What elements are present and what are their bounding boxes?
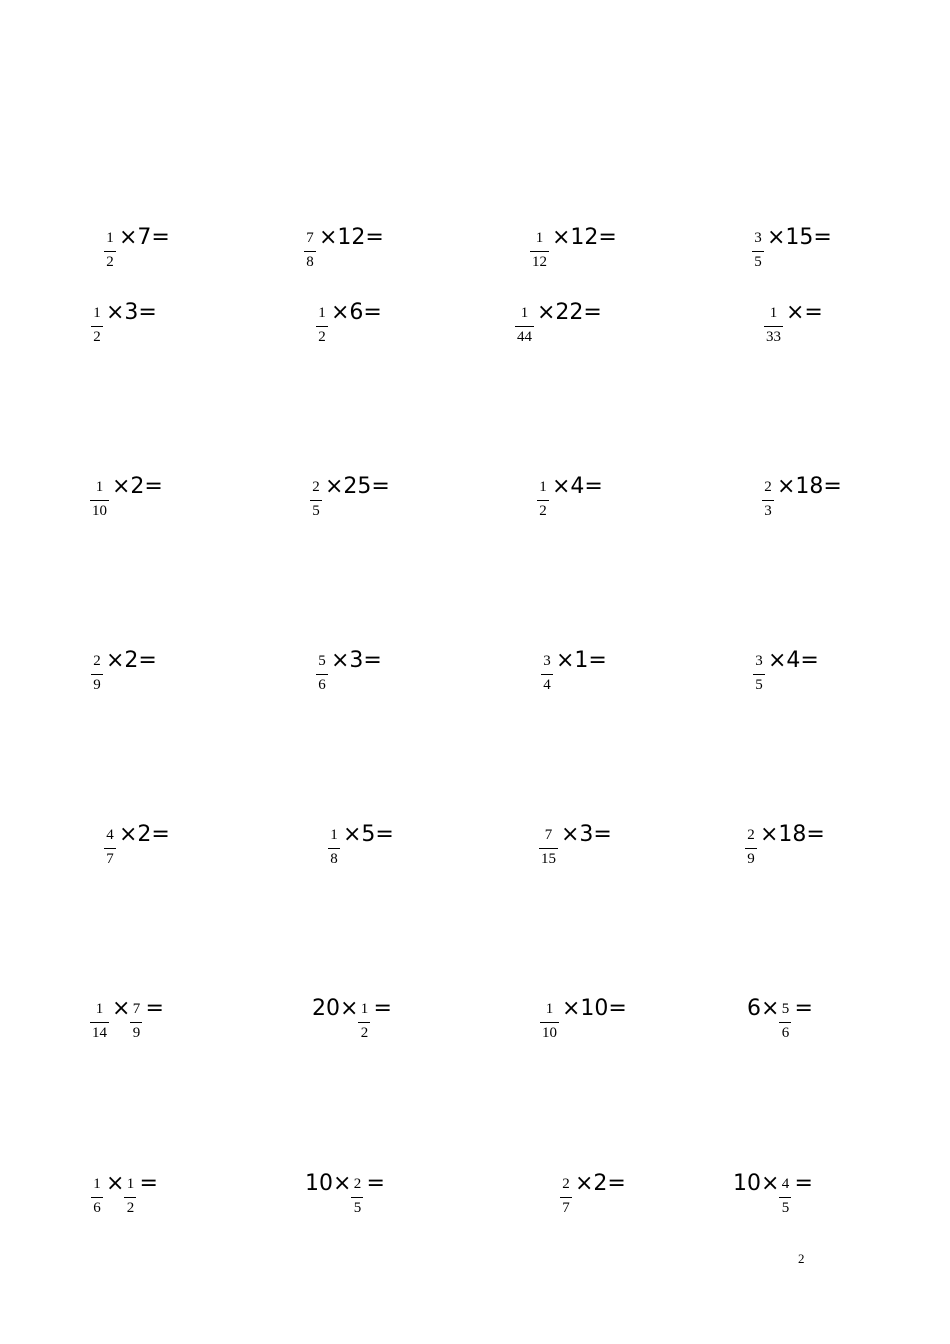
problem [537, 473, 603, 520]
problem [305, 1170, 385, 1217]
operator-text: × [106, 1170, 125, 1196]
fraction-denominator: 6 [93, 1200, 101, 1216]
operator-text: ×1= [556, 647, 607, 673]
fraction-numerator: 1 [93, 1176, 101, 1192]
fraction-denominator: 2 [126, 1200, 135, 1216]
fraction-numerator: 2 [764, 479, 772, 495]
fraction [124, 1176, 136, 1217]
fraction-bar [124, 1197, 136, 1198]
fraction [779, 1176, 791, 1217]
fraction-bar [515, 326, 534, 327]
fraction [304, 230, 316, 271]
fraction-bar [752, 251, 764, 252]
operator-text: × [112, 995, 131, 1021]
fraction-numerator: 5 [318, 653, 326, 669]
operator-text: ×2= [575, 1170, 626, 1196]
fraction-bar [91, 1197, 103, 1198]
operator-text: 20× [312, 995, 359, 1021]
operator-text: ×6= [331, 299, 382, 325]
fraction-bar [316, 674, 328, 675]
fraction-denominator: 9 [132, 1025, 141, 1041]
operator-text: = [366, 1170, 385, 1196]
operator-text: ×15= [767, 224, 832, 250]
fraction-bar [753, 674, 765, 675]
fraction-numerator: 1 [318, 305, 326, 321]
fraction-numerator: 1 [769, 305, 778, 321]
problem [541, 647, 607, 694]
fraction-numerator: 1 [535, 230, 544, 246]
fraction-numerator: 1 [330, 827, 338, 843]
fraction-bar [540, 1022, 559, 1023]
fraction-numerator: 1 [360, 1001, 369, 1017]
problem [539, 821, 612, 868]
fraction-denominator: 14 [92, 1025, 107, 1041]
fraction [91, 653, 103, 694]
problem [328, 821, 394, 868]
fraction-bar [91, 326, 103, 327]
fraction-numerator: 3 [755, 653, 763, 669]
operator-text: ×25= [325, 473, 390, 499]
operator-text: ×22= [537, 299, 602, 325]
problem [752, 224, 832, 271]
fraction-numerator: 2 [353, 1176, 362, 1192]
fraction-bar [90, 1022, 109, 1023]
fraction-denominator: 7 [562, 1200, 570, 1216]
problem [316, 299, 382, 346]
fraction-bar [310, 500, 322, 501]
fraction-denominator: 12 [532, 254, 547, 270]
operator-text: ×4= [552, 473, 603, 499]
fraction-numerator: 1 [520, 305, 529, 321]
fraction-denominator: 9 [747, 851, 755, 867]
problem [762, 473, 842, 520]
problem [104, 224, 170, 271]
operator-text: ×5= [343, 821, 394, 847]
fraction-denominator: 8 [306, 254, 314, 270]
fraction-numerator: 2 [312, 479, 320, 495]
problem [91, 299, 157, 346]
problem [91, 1170, 158, 1217]
fraction [358, 1001, 370, 1042]
fraction-bar [104, 251, 116, 252]
operator-text: ×3= [561, 821, 612, 847]
operator-text: = [145, 995, 164, 1021]
fraction-denominator: 44 [517, 329, 532, 345]
problem [104, 821, 170, 868]
fraction [310, 479, 322, 520]
fraction-denominator: 7 [106, 851, 114, 867]
fraction-bar [328, 848, 340, 849]
fraction-numerator: 4 [781, 1176, 790, 1192]
problem [90, 995, 164, 1042]
fraction-denominator: 15 [541, 851, 556, 867]
fraction-denominator: 2 [539, 503, 547, 519]
fraction-denominator: 3 [764, 503, 772, 519]
problem [540, 995, 627, 1042]
problem [515, 299, 602, 346]
fraction [539, 827, 558, 868]
fraction-denominator: 6 [318, 677, 326, 693]
fraction-denominator: 33 [766, 329, 781, 345]
problem [312, 995, 392, 1042]
fraction [541, 653, 553, 694]
fraction [130, 1001, 142, 1042]
operator-text: 10× [305, 1170, 352, 1196]
fraction [316, 305, 328, 346]
operator-text: ×2= [106, 647, 157, 673]
fraction-bar [358, 1022, 370, 1023]
fraction-bar [764, 326, 783, 327]
fraction-numerator: 7 [544, 827, 553, 843]
fraction-numerator: 1 [539, 479, 547, 495]
fraction-denominator: 6 [781, 1025, 790, 1041]
operator-text: ×18= [777, 473, 842, 499]
operator-text: ×12= [552, 224, 617, 250]
fraction-numerator: 2 [747, 827, 755, 843]
operator-text: ×12= [319, 224, 384, 250]
problem [753, 647, 819, 694]
fraction [753, 653, 765, 694]
fraction-bar [104, 848, 116, 849]
fraction-numerator: 7 [132, 1001, 141, 1017]
operator-text: = [139, 1170, 158, 1196]
fraction-denominator: 5 [754, 254, 762, 270]
fraction-bar [530, 251, 549, 252]
fraction [90, 1001, 109, 1042]
fraction [90, 479, 109, 520]
fraction-bar [779, 1022, 791, 1023]
fraction-numerator: 5 [781, 1001, 790, 1017]
fraction-bar [90, 500, 109, 501]
fraction-numerator: 1 [106, 230, 114, 246]
fraction-numerator: 1 [545, 1001, 554, 1017]
problem [316, 647, 382, 694]
fraction-bar [316, 326, 328, 327]
operator-text: ×4= [768, 647, 819, 673]
fraction [745, 827, 757, 868]
fraction [530, 230, 549, 271]
fraction-bar [560, 1197, 572, 1198]
fraction [91, 1176, 103, 1217]
fraction-numerator: 1 [93, 305, 101, 321]
operator-text: ×10= [562, 995, 627, 1021]
fraction-numerator: 3 [754, 230, 762, 246]
fraction-denominator: 9 [93, 677, 101, 693]
operator-text: ×= [786, 299, 823, 325]
fraction-bar [130, 1022, 142, 1023]
fraction-numerator: 1 [95, 1001, 104, 1017]
fraction-denominator: 5 [312, 503, 320, 519]
operator-text: 10× [733, 1170, 780, 1196]
fraction [537, 479, 549, 520]
problem [530, 224, 617, 271]
fraction-denominator: 10 [542, 1025, 557, 1041]
fraction-numerator: 3 [543, 653, 551, 669]
fraction-bar [351, 1197, 363, 1198]
fraction-bar [91, 674, 103, 675]
fraction-bar [541, 674, 553, 675]
fraction [540, 1001, 559, 1042]
fraction [560, 1176, 572, 1217]
fraction-denominator: 5 [781, 1200, 790, 1216]
fraction-denominator: 5 [755, 677, 763, 693]
fraction-bar [745, 848, 757, 849]
fraction-denominator: 5 [353, 1200, 362, 1216]
fraction-denominator: 2 [360, 1025, 369, 1041]
fraction-numerator: 7 [306, 230, 314, 246]
fraction-numerator: 1 [95, 479, 104, 495]
problem [764, 299, 823, 346]
fraction [328, 827, 340, 868]
problem [747, 995, 813, 1042]
fraction [764, 305, 783, 346]
problem [560, 1170, 626, 1217]
fraction-bar [539, 848, 558, 849]
fraction-bar [537, 500, 549, 501]
fraction [91, 305, 103, 346]
fraction [762, 479, 774, 520]
fraction-bar [304, 251, 316, 252]
page-number: 2 [798, 1251, 805, 1266]
operator-text: ×3= [331, 647, 382, 673]
problem [304, 224, 384, 271]
operator-text: ×3= [106, 299, 157, 325]
fraction [104, 827, 116, 868]
fraction [779, 1001, 791, 1042]
fraction-numerator: 2 [93, 653, 101, 669]
fraction [515, 305, 534, 346]
operator-text: ×18= [760, 821, 825, 847]
fraction [316, 653, 328, 694]
problem [745, 821, 825, 868]
operator-text: ×2= [119, 821, 170, 847]
fraction-bar [779, 1197, 791, 1198]
fraction-numerator: 1 [126, 1176, 135, 1192]
operator-text: = [794, 995, 813, 1021]
fraction-denominator: 4 [543, 677, 551, 693]
operator-text: = [373, 995, 392, 1021]
problem [91, 647, 157, 694]
operator-text: ×2= [112, 473, 163, 499]
problem [733, 1170, 813, 1217]
fraction [104, 230, 116, 271]
fraction-numerator: 2 [562, 1176, 570, 1192]
operator-text: ×7= [119, 224, 170, 250]
fraction [752, 230, 764, 271]
fraction-denominator: 2 [106, 254, 114, 270]
fraction-denominator: 10 [92, 503, 107, 519]
fraction-bar [762, 500, 774, 501]
problem [90, 473, 163, 520]
fraction-numerator: 4 [106, 827, 114, 843]
fraction-denominator: 8 [330, 851, 338, 867]
operator-text: 6× [747, 995, 780, 1021]
fraction-denominator: 2 [318, 329, 326, 345]
problem [310, 473, 390, 520]
fraction [351, 1176, 363, 1217]
operator-text: = [794, 1170, 813, 1196]
fraction-denominator: 2 [93, 329, 101, 345]
